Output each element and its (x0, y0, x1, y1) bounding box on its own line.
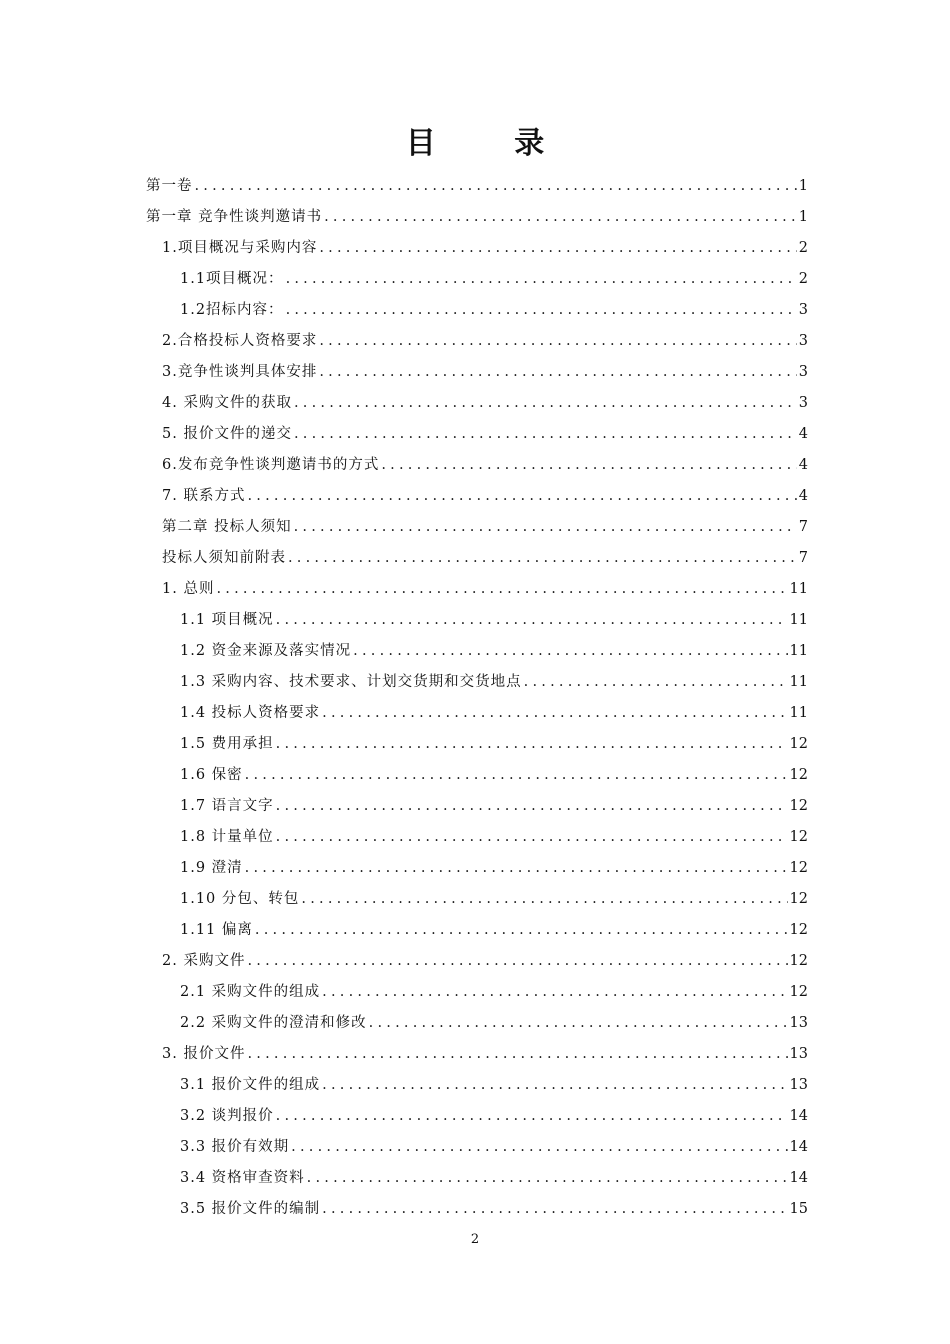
toc-entry[interactable] (180, 1102, 808, 1130)
toc-entry-page: 3 (798, 333, 808, 349)
toc-entry-page: 2 (798, 271, 808, 287)
toc-entry-page: 14 (789, 1108, 808, 1124)
toc-entry-page: 3 (798, 395, 808, 411)
toc-dot-leader (247, 1040, 787, 1068)
toc-dot-leader (245, 761, 788, 789)
toc-entry-label: 1. 总则 (162, 581, 215, 597)
toc-dot-leader (319, 358, 796, 386)
toc-entry-label: 3.2 谈判报价 (180, 1108, 274, 1124)
toc-dot-leader (353, 637, 787, 665)
toc-entry[interactable] (180, 885, 808, 913)
toc-dot-leader (294, 389, 797, 417)
toc-entry[interactable] (162, 420, 808, 448)
toc-dot-leader (291, 1133, 787, 1161)
toc-entry-page: 14 (789, 1170, 808, 1186)
toc-dot-leader (276, 606, 788, 634)
toc-entry-label: 3.1 报价文件的组成 (180, 1077, 321, 1093)
toc-entry-label: 2.2 采购文件的澄清和修改 (180, 1015, 367, 1031)
toc-dot-leader (276, 730, 788, 758)
toc-dot-leader (322, 699, 787, 727)
toc-entry-page: 13 (789, 1077, 808, 1093)
toc-dot-leader (301, 885, 787, 913)
toc-entry[interactable] (146, 172, 808, 200)
toc-entry-page: 12 (789, 798, 808, 814)
toc-entry-label: 3.5 报价文件的编制 (180, 1201, 321, 1217)
toc-entry[interactable] (162, 389, 808, 417)
toc-dot-leader (319, 327, 796, 355)
toc-entry-label: 3. 报价文件 (162, 1046, 246, 1062)
toc-entry[interactable] (162, 544, 808, 572)
toc-entry-label: 1.5 费用承担 (180, 736, 274, 752)
toc-entry[interactable] (180, 1009, 808, 1037)
toc-entry-page: 11 (789, 705, 808, 721)
toc-dot-leader (276, 792, 788, 820)
toc-entry-label: 1.2招标内容： (180, 302, 284, 318)
toc-entry-page: 12 (789, 953, 808, 969)
toc-dot-leader (245, 854, 788, 882)
toc-entry-page: 11 (789, 643, 808, 659)
toc-dot-leader (247, 482, 796, 510)
page-number: 2 (470, 1232, 480, 1247)
toc-entry[interactable] (180, 823, 808, 851)
toc-entry[interactable] (180, 296, 808, 324)
toc-entry[interactable] (162, 234, 808, 262)
toc-entry[interactable] (180, 730, 808, 758)
toc-entry-label: 1.8 计量单位 (180, 829, 274, 845)
page-title: 目 录 (405, 126, 579, 161)
toc-dot-leader (319, 234, 796, 262)
toc-entry-page: 3 (798, 364, 808, 380)
toc-entry-label: 1.10 分包、转包 (180, 891, 300, 907)
toc-entry-label: 投标人须知前附表 (162, 550, 286, 566)
toc-entry-label: 1.2 资金来源及落实情况 (180, 643, 352, 659)
toc-entry[interactable] (180, 916, 808, 944)
toc-entry-page: 12 (789, 736, 808, 752)
toc-entry[interactable] (180, 761, 808, 789)
toc-dot-leader (322, 978, 787, 1006)
toc-entry-label: 第一卷 (146, 178, 193, 194)
toc-dot-leader (195, 172, 797, 200)
toc-dot-leader (255, 916, 788, 944)
toc-entry-page: 12 (789, 984, 808, 1000)
toc-entry[interactable] (180, 606, 808, 634)
toc-entry-page: 13 (789, 1015, 808, 1031)
toc-dot-leader (288, 544, 797, 572)
toc-entry[interactable] (162, 358, 808, 386)
toc-entry-label: 1.1项目概况： (180, 271, 284, 287)
toc-dot-leader (322, 1071, 787, 1099)
toc-entry-label: 1.3 采购内容、技术要求、计划交货期和交货地点 (180, 674, 522, 690)
toc-entry-page: 11 (789, 674, 808, 690)
toc-dot-leader (276, 823, 788, 851)
toc-entry[interactable] (162, 482, 808, 510)
toc-dot-leader (294, 513, 797, 541)
toc-entry[interactable] (162, 1040, 808, 1068)
toc-entry[interactable] (180, 637, 808, 665)
toc-entry[interactable] (180, 668, 808, 696)
toc-dot-leader (294, 420, 797, 448)
toc-dot-leader (247, 947, 787, 975)
toc-entry-page: 14 (789, 1139, 808, 1155)
toc-entry-label: 2.合格投标人资格要求 (162, 333, 318, 349)
toc-dot-leader (307, 1164, 788, 1192)
toc-entry-label: 6.发布竞争性谈判邀请书的方式 (162, 457, 380, 473)
toc-entry-label: 1.项目概况与采购内容 (162, 240, 318, 256)
toc-entry-page: 13 (789, 1046, 808, 1062)
toc-entry-page: 15 (789, 1201, 808, 1217)
toc-dot-leader (324, 203, 797, 231)
toc-entry-label: 2. 采购文件 (162, 953, 246, 969)
toc-entry[interactable] (162, 513, 808, 541)
toc-dot-leader (216, 575, 787, 603)
toc-entry[interactable] (162, 947, 808, 975)
toc-entry-page: 4 (798, 488, 808, 504)
toc-entry[interactable] (180, 699, 808, 727)
toc-dot-leader (369, 1009, 788, 1037)
toc-entry-label: 2.1 采购文件的组成 (180, 984, 321, 1000)
toc-entry[interactable] (162, 451, 808, 479)
toc-entry-page: 4 (798, 426, 808, 442)
toc-entry-page: 12 (789, 860, 808, 876)
toc-dot-leader (322, 1195, 787, 1223)
toc-entry-page: 7 (798, 550, 808, 566)
toc-entry-label: 3.3 报价有效期 (180, 1139, 290, 1155)
toc-entry-label: 7. 联系方式 (162, 488, 246, 504)
toc-entry[interactable] (180, 1195, 808, 1223)
toc-entry-label: 3.竞争性谈判具体安排 (162, 364, 318, 380)
toc-entry-label: 1.6 保密 (180, 767, 243, 783)
toc-entry-label: 3.4 资格审查资料 (180, 1170, 305, 1186)
toc-entry-label: 5. 报价文件的递交 (162, 426, 292, 442)
toc-entry-page: 2 (798, 240, 808, 256)
toc-dot-leader (286, 265, 797, 293)
toc-entry-page: 11 (789, 581, 808, 597)
toc-entry[interactable] (180, 1133, 808, 1161)
toc-entry-label: 1.4 投标人资格要求 (180, 705, 321, 721)
toc-entry[interactable] (180, 1071, 808, 1099)
toc-entry-label: 1.1 项目概况 (180, 612, 274, 628)
toc-entry-label: 1.7 语言文字 (180, 798, 274, 814)
toc-entry-label: 第二章 投标人须知 (162, 519, 292, 535)
toc-entry[interactable] (162, 327, 808, 355)
toc-entry[interactable] (162, 575, 808, 603)
toc-entry-label: 第一章 竞争性谈判邀请书 (146, 209, 323, 225)
toc-entry-label: 4. 采购文件的获取 (162, 395, 292, 411)
toc-entry-page: 12 (789, 891, 808, 907)
toc-entry[interactable] (180, 1164, 808, 1192)
toc-entry-page: 1 (798, 178, 808, 194)
toc-entry-page: 12 (789, 829, 808, 845)
toc-entry-page: 12 (789, 767, 808, 783)
toc-dot-leader (524, 668, 788, 696)
toc-entry-page: 7 (798, 519, 808, 535)
toc-entry[interactable] (180, 265, 808, 293)
toc-dot-leader (286, 296, 797, 324)
toc-entry-label: 1.11 偏离 (180, 922, 253, 938)
toc-entry-page: 3 (798, 302, 808, 318)
toc-entry[interactable] (180, 978, 808, 1006)
toc-entry-page: 11 (789, 612, 808, 628)
toc-entry[interactable] (180, 854, 808, 882)
toc-dot-leader (276, 1102, 788, 1130)
toc-dot-leader (381, 451, 796, 479)
toc-entry-page: 1 (798, 209, 808, 225)
toc-entry-page: 12 (789, 922, 808, 938)
toc-entry-page: 4 (798, 457, 808, 473)
toc-entry[interactable] (180, 792, 808, 820)
toc-entry-label: 1.9 澄清 (180, 860, 243, 876)
toc-entry[interactable] (146, 203, 808, 231)
